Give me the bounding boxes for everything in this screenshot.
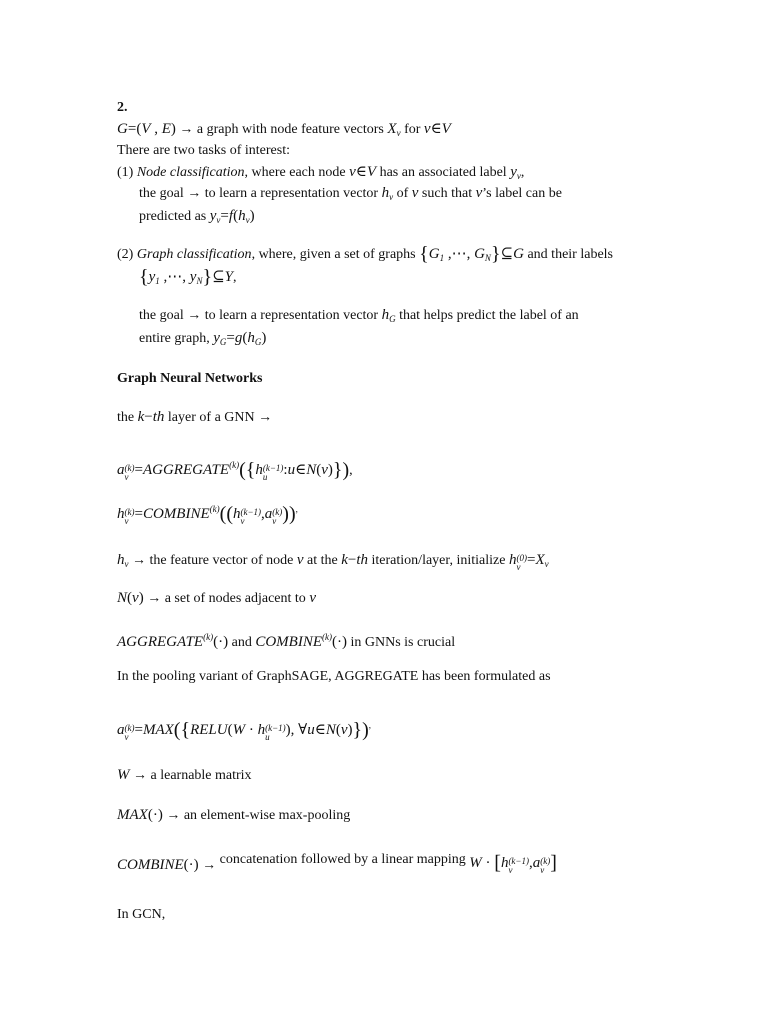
- task2-labels-line: {$y_1$ ,⋯, $y_N\}⊆Y$,: [139, 266, 237, 288]
- combine-equation: h (k) v $=COMBINE^{(k)}((h$ (k−1) v ,a (k) v )),: [117, 503, 298, 526]
- section-number: 2.: [117, 100, 128, 115]
- pooling-equation: a (k) v =MAX({RELU(W · h (k−1) u ), ∀u∈N(v)}),: [117, 719, 372, 742]
- task2-entire-line: entire graph, $y_G=g(h_G)$: [139, 330, 267, 347]
- graph-def-text: a graph with node feature vectors: [196, 122, 384, 137]
- max-description-line: MAX(·) → an element-wise max-pooling: [117, 807, 351, 823]
- task2-line: (2) Graph classification, where, given a set of graphs {$G_1$ ,⋯, $G_N\}⊆G$ and their labels: [117, 243, 613, 265]
- math-graph: G=(V , E): [117, 121, 176, 137]
- nv-description-line: N(v) → a set of nodes adjacent to v: [117, 590, 316, 606]
- graph-definition-line: G=(V , E) → a graph with node feature vectors $X_v$ for v∈V: [117, 121, 451, 138]
- hv-description-line: $h_v$ → the feature vector of node v at the k−th iteration/layer, initialize h (0) v $=X_v$: [117, 552, 549, 572]
- task1-predicted-line: predicted as $y_v=f(h_v)$: [139, 208, 255, 225]
- task1-name: Node classification: [136, 165, 245, 180]
- tasks-intro: There are two tasks of interest:: [117, 143, 290, 158]
- combine-description-line: COMBINE(·) → concatenation followed by a linear mapping W · [h (k−1) v ,a (k) v ]: [117, 852, 557, 875]
- task2-goal-line: the goal → to learn a representation vector $h_G$ that helps predict the label of an: [139, 307, 579, 324]
- task2-name: Graph classification: [136, 247, 252, 262]
- section-heading: Graph Neural Networks: [117, 371, 263, 386]
- kth-layer-line: the k−th layer of a GNN →: [117, 409, 273, 425]
- pooling-line: In the pooling variant of GraphSAGE, AGGREGATE has been formulated as: [117, 669, 551, 684]
- arrow: →: [179, 122, 194, 137]
- crucial-line: $AGGREGATE^{(k)}(\cdot)$ and $COMBINE^{(k)}(\cdot)$ in GNNs is crucial: [117, 632, 456, 650]
- aggregate-equation: a (k) v $=AGGREGATE^{(k)}(\{h$ (k−1) u :u∈N(v)}),: [117, 459, 353, 482]
- task1-goal-line: the goal → to learn a representation vector $h_v$ of v such that v’s label can be: [139, 185, 562, 202]
- gcn-line: In GCN,: [117, 907, 166, 922]
- task1-line: (1) Node classification, where each node v∈V has an associated label $y_v$,: [117, 164, 525, 181]
- w-description-line: W → a learnable matrix: [117, 767, 252, 783]
